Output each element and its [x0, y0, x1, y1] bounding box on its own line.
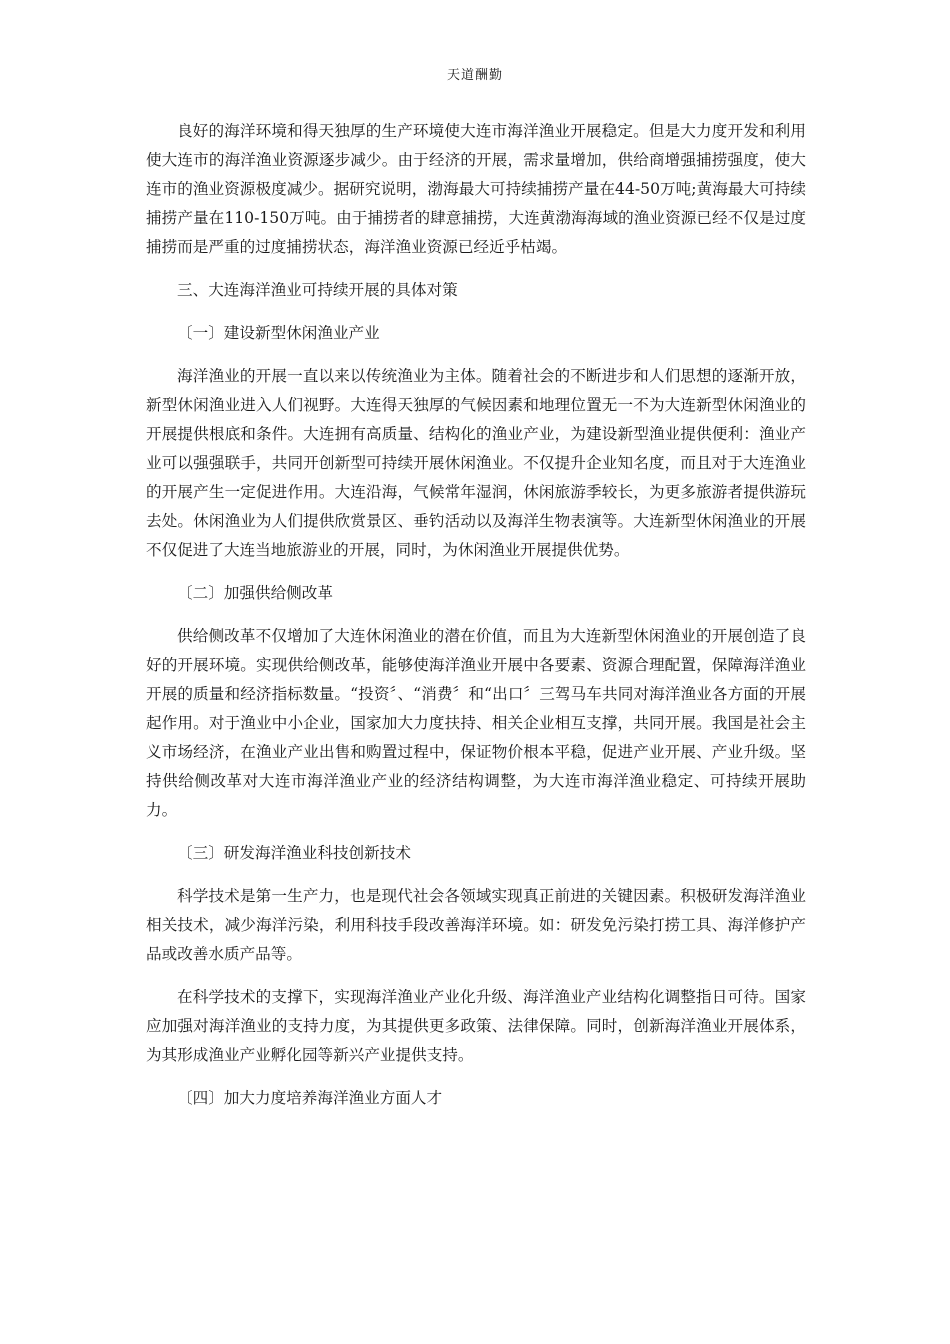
- page-header: 天道酬勤: [446, 68, 503, 83]
- paragraph-industry-upgrade: 在科学技术的支撑下，实现海洋渔业产业化升级、海洋渔业产业结构化调整指日可待。国家应加强对海洋渔业的支持力度，为其提供更多政策、法律保障。同时，创新海洋渔业开展体系，为其形成渔业产业孵化园等新兴产业提供支持。: [146, 988, 806, 1064]
- subheading-talent-training: 〔四〕加大力度培养海洋渔业方面人才: [177, 1089, 443, 1107]
- subheading-tech-innovation: 〔三〕研发海洋渔业科技创新技术: [177, 844, 411, 862]
- paragraph-supply-side-reform: 供给侧改革不仅增加了大连休闲渔业的潜在价值，而且为大连新型休闲渔业的开展创造了良好的开展环境。实现供给侧改革，能够使海洋渔业开展中各要素、资源合理配置，保障海洋渔业开展的质量和经济指标数量。“投资〞、“消费〞和“出口〞三驾马车共同对海洋渔业各方面的开展起作用。对于渔业中小企业，国家加大力度扶持、相关企业相互支撑，共同开展。我国是社会主义市场经济，在渔业产业出售和购置过程中，保证物价根本平稳，促进产业开展、产业升级。坚持供给侧改革对大连市海洋渔业产业的经济结构调整，为大连市海洋渔业稳定、可持续开展助力。: [146, 627, 806, 819]
- paragraph-resource-decline: 良好的海洋环境和得天独厚的生产环境使大连市海洋渔业开展稳定。但是大力度开发和利用使大连市的海洋渔业资源逐步减少。由于经济的开展，需求量增加，供给商增强捕捞强度，使大连市的渔业资源极度减少。据研究说明，渤海最大可持续捕捞产量在44-50万吨;黄海最大可持续捕捞产量在110-150万吨。由于捕捞者的肆意捕捞，大连黄渤海海域的渔业资源已经不仅是过度捕捞而是严重的过度捕捞状态，海洋渔业资源已经近乎枯竭。: [146, 122, 806, 256]
- section-heading-3: 三、大连海洋渔业可持续开展的具体对策: [177, 281, 458, 299]
- paragraph-tech-innovation: 科学技术是第一生产力，也是现代社会各领域实现真正前进的关键因素。积极研发海洋渔业相关技术，减少海洋污染，利用科技手段改善海洋环境。如：研发免污染打捞工具、海洋修护产品或改善水质产品等。: [146, 887, 806, 963]
- subheading-supply-side-reform: 〔二〕加强供给侧改革: [177, 584, 333, 602]
- paragraph-leisure-fishery: 海洋渔业的开展一直以来以传统渔业为主体。随着社会的不断进步和人们思想的逐渐开放，新型休闲渔业进入人们视野。大连得天独厚的气候因素和地理位置无一不为大连新型休闲渔业的开展提供根底和条件。大连拥有高质量、结构化的渔业产业，为建设新型渔业提供便利：渔业产业可以强强联手，共同开创新型可持续开展休闲渔业。不仅提升企业知名度，而且对于大连渔业的开展产生一定促进作用。大连沿海，气候常年湿润，休闲旅游季较长，为更多旅游者提供游玩去处。休闲渔业为人们提供欣赏景区、垂钓活动以及海洋生物表演等。大连新型休闲渔业的开展不仅促进了大连当地旅游业的开展，同时，为休闲渔业开展提供优势。: [146, 367, 806, 559]
- document-body: [146, 117, 806, 1127]
- subheading-leisure-fishery: 〔一〕建设新型休闲渔业产业: [177, 324, 380, 342]
